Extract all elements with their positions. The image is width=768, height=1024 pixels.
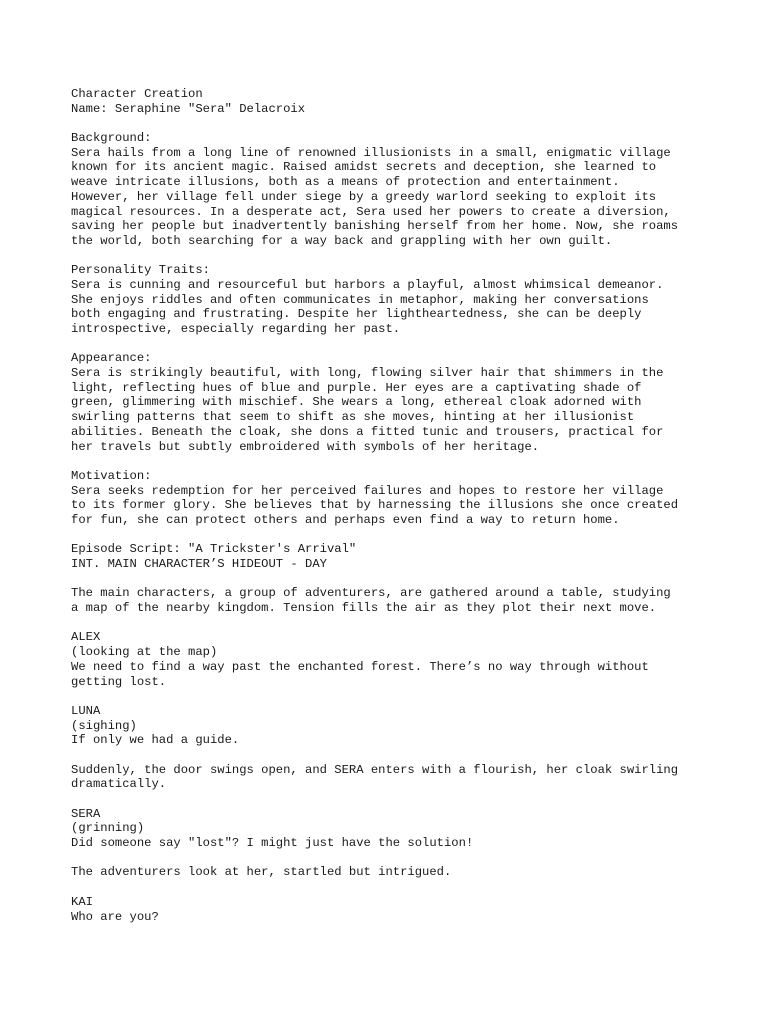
dialogue-alex xyxy=(71,630,751,689)
paragraph-spacer xyxy=(71,689,751,704)
paragraph-spacer xyxy=(71,116,751,131)
paragraph-spacer xyxy=(71,616,751,631)
paragraph-spacer xyxy=(71,528,751,543)
text-line: getting lost. xyxy=(71,674,167,689)
script-heading xyxy=(71,542,751,571)
paragraph-spacer xyxy=(71,572,751,587)
text-line: saving her people but inadvertently banishing herself from her home. Now, she roams xyxy=(71,219,679,234)
text-line: introspective, especially regarding her past. xyxy=(71,322,401,336)
dialogue-luna xyxy=(71,704,751,748)
paragraph-spacer xyxy=(71,792,751,807)
text-line: weave intricate illusions, both as a means of protection and entertainment. xyxy=(71,175,620,190)
text-line: magical resources. In a desperate act, Sera used her powers to create a diversion, xyxy=(71,204,671,219)
action-sera-enters xyxy=(71,763,751,792)
text-line: Background: xyxy=(71,131,152,146)
text-line: Motivation: xyxy=(71,468,152,483)
text-line: LUNA xyxy=(71,703,101,718)
text-line: Appearance: xyxy=(71,351,152,366)
text-line: the world, both searching for a way back and grappling with her own guilt. xyxy=(71,233,613,248)
text-line: Who are you? xyxy=(71,909,159,924)
text-line: The adventurers look at her, startled but intrigued. xyxy=(71,865,452,880)
document-page xyxy=(71,87,751,924)
paragraph-spacer xyxy=(71,454,751,469)
paragraph-spacer xyxy=(71,249,751,264)
text-line: INT. MAIN CHARACTER’S HIDEOUT - DAY xyxy=(71,557,327,571)
text-line: ALEX xyxy=(71,630,101,645)
text-line: her travels but subtly embroidered with symbols of her heritage. xyxy=(71,439,540,454)
title-block xyxy=(71,87,751,116)
text-line: Sera is strikingly beautiful, with long, flowing silver hair that shimmers in the xyxy=(71,366,664,381)
text-line: Suddenly, the door swings open, and SERA enters with a flourish, her cloak swirling xyxy=(71,762,679,777)
text-line: Sera seeks redemption for her perceived failures and hopes to restore her village xyxy=(71,483,664,498)
text-line: both engaging and frustrating. Despite her lightheartedness, she can be deeply xyxy=(71,307,642,322)
paragraph-spacer xyxy=(71,851,751,866)
text-line: known for its ancient magic. Raised amidst secrets and deception, she learned to xyxy=(71,160,657,175)
action-adventurers xyxy=(71,865,751,880)
text-line: green, glimmering with mischief. She wears a long, ethereal cloak adorned with xyxy=(71,395,642,410)
text-line: to its former glory. She believes that by harnessing the illusions she once created xyxy=(71,498,679,513)
paragraph-spacer xyxy=(71,880,751,895)
text-line: Episode Script: "A Trickster's Arrival" xyxy=(71,542,357,557)
text-line: However, her village fell under siege by a greedy warlord seeking to exploit its xyxy=(71,189,657,204)
text-line: light, reflecting hues of blue and purple. Her eyes are a captivating shade of xyxy=(71,380,642,395)
text-line: SERA xyxy=(71,806,101,821)
text-line: If only we had a guide. xyxy=(71,733,240,748)
text-line: Personality Traits: xyxy=(71,263,210,278)
text-line: Sera hails from a long line of renowned illusionists in a small, enigmatic village xyxy=(71,145,671,160)
appearance-section xyxy=(71,351,751,454)
text-line: dramatically. xyxy=(71,777,167,792)
dialogue-kai xyxy=(71,895,751,924)
text-line: a map of the nearby kingdom. Tension fills the air as they plot their next move. xyxy=(71,601,657,616)
text-line: swirling patterns that seem to shift as she moves, hinting at her illusionist xyxy=(71,410,635,425)
text-line: Name: Seraphine "Sera" Delacroix xyxy=(71,101,306,116)
text-line: Sera is cunning and resourceful but harbors a playful, almost whimsical demeanor. xyxy=(71,277,664,292)
background-section xyxy=(71,131,751,249)
personality-section xyxy=(71,263,751,336)
text-line: She enjoys riddles and often communicates in metaphor, making her conversations xyxy=(71,292,649,307)
text-line: (looking at the map) xyxy=(71,645,218,660)
text-line: (sighing) xyxy=(71,718,137,733)
text-line: KAI xyxy=(71,894,93,909)
motivation-section xyxy=(71,469,751,528)
text-line: We need to find a way past the enchanted forest. There’s no way through without xyxy=(71,659,649,674)
text-line: for fun, she can protect others and perhaps even find a way to return home. xyxy=(71,512,620,527)
dialogue-sera xyxy=(71,807,751,851)
text-line: Did someone say "lost"? I might just have the solution! xyxy=(71,836,474,851)
paragraph-spacer xyxy=(71,748,751,763)
text-line: (grinning) xyxy=(71,821,145,836)
text-line: The main characters, a group of adventurers, are gathered around a table, studying xyxy=(71,586,671,601)
paragraph-spacer xyxy=(71,337,751,352)
text-line: Character Creation xyxy=(71,87,203,101)
scene-description xyxy=(71,586,751,615)
text-line: abilities. Beneath the cloak, she dons a fitted tunic and trousers, practical for xyxy=(71,424,664,439)
